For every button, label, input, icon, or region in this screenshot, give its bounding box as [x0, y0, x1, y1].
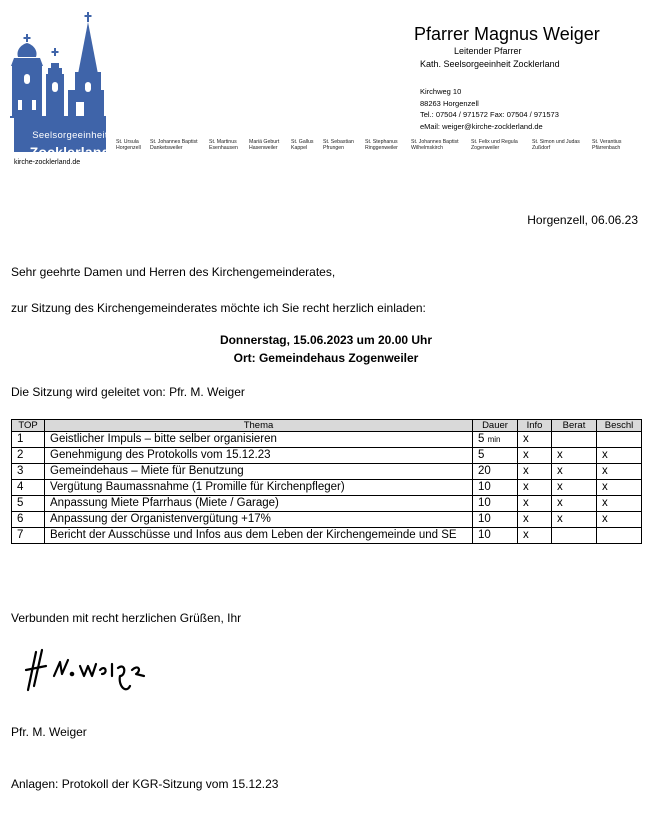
sender-role: Leitender Pfarrer — [454, 46, 522, 56]
letter-date: Horgenzell, 06.06.23 — [527, 213, 638, 227]
col-header-top: TOP — [12, 420, 45, 432]
parish-entry — [365, 139, 398, 151]
parish-church: St. Sebastian — [323, 139, 354, 145]
agenda-dauer: 10 — [473, 512, 518, 528]
parish-place: Horgenzell — [116, 145, 141, 152]
agenda-thema: Anpassung der Organistenvergütung +17% — [45, 512, 473, 528]
agenda-thema: Anpassung Miete Pfarrhaus (Miete / Garage) — [45, 496, 473, 512]
agenda-beschl: x — [597, 448, 642, 464]
agenda-info: x — [518, 480, 552, 496]
parish-entry — [532, 139, 580, 151]
agenda-beschl — [597, 432, 642, 448]
parish-church: Mariä Geburt — [249, 139, 280, 145]
agenda-thema: Genehmigung des Protokolls vom 15.12.23 — [45, 448, 473, 464]
logo-wordmark-line2: Zocklerland — [29, 144, 111, 160]
event-datetime: Donnerstag, 15.06.2023 um 20.00 Uhr — [219, 333, 433, 347]
agenda-info: x — [518, 432, 552, 448]
sender-street: Kirchweg 10 — [420, 87, 462, 96]
parish-church: St. Verantius — [592, 139, 622, 145]
agenda-top: 1 — [12, 432, 45, 448]
parish-entry — [323, 139, 354, 151]
parish-logo — [10, 10, 111, 160]
parish-entry — [116, 139, 141, 151]
sender-city: 88263 Horgenzell — [420, 99, 479, 108]
parish-place: Esenhausen — [209, 145, 238, 152]
agenda-top: 3 — [12, 464, 45, 480]
invitation-text: zur Sitzung des Kirchengemeinderates möchte ich Sie recht herzlich einladen: — [11, 301, 426, 315]
sender-email[interactable]: eMail: weiger@kirche-zocklerland.de — [420, 122, 543, 131]
col-header-thema: Thema — [45, 420, 473, 432]
logo-wordmark-line1: Seelsorgeeinheit — [32, 130, 108, 141]
agenda-thema: Bericht der Ausschüsse und Infos aus dem Leben der Kirchengemeinde und SE — [45, 528, 473, 544]
agenda-dauer: 5 — [478, 433, 485, 445]
website-url[interactable]: kirche-zocklerland.de — [14, 159, 81, 166]
agenda-top: 2 — [12, 448, 45, 464]
agenda-dauer: 10 — [473, 496, 518, 512]
agenda-beschl: x — [597, 464, 642, 480]
parish-place: Kappel — [291, 145, 308, 152]
parish-entry — [592, 139, 621, 151]
agenda-berat: x — [552, 496, 597, 512]
parish-entry — [411, 139, 459, 151]
agenda-info: x — [518, 528, 552, 544]
parish-place: Pfrungen — [323, 145, 345, 152]
parish-place: Zußdorf — [532, 145, 551, 152]
agenda-info: x — [518, 512, 552, 528]
agenda-berat: x — [552, 480, 597, 496]
agenda-table — [11, 419, 642, 544]
parish-church: St. Martinus — [209, 139, 237, 145]
parish-church: St. Johannes Baptist — [411, 139, 459, 145]
attachments-line: Anlagen: Protokoll der KGR-Sitzung vom 15.12.23 — [11, 777, 279, 791]
agenda-top: 5 — [12, 496, 45, 512]
agenda-berat: x — [552, 448, 597, 464]
agenda-beschl: x — [597, 496, 642, 512]
agenda-row — [12, 496, 642, 512]
agenda-row — [12, 528, 642, 544]
agenda-dauer: 10 — [473, 480, 518, 496]
handwritten-signature — [22, 640, 150, 702]
signature-icon — [22, 640, 150, 702]
agenda-beschl — [597, 528, 642, 544]
parish-church: St. Stephanus — [365, 139, 398, 145]
agenda-dauer-cell — [473, 432, 518, 448]
agenda-header-row — [12, 420, 642, 432]
parish-entry — [209, 139, 238, 151]
col-header-beschl: Beschl — [597, 420, 642, 432]
agenda-berat: x — [552, 512, 597, 528]
event-location: Ort: Gemeindehaus Zogenweiler — [233, 351, 419, 365]
parish-place: Wilhelmskirch — [411, 145, 443, 152]
parish-place: Danketsweiler — [150, 145, 183, 152]
agenda-dauer: 10 — [473, 528, 518, 544]
parish-place: Ringgenweiler — [365, 145, 398, 152]
parish-entry — [291, 139, 314, 151]
agenda-beschl: x — [597, 512, 642, 528]
parish-place: Pfärrenbach — [592, 145, 621, 152]
sender-unit: Kath. Seelsorgeeinheit Zocklerland — [420, 59, 560, 69]
salutation: Sehr geehrte Damen und Herren des Kirchengemeinderates, — [11, 265, 336, 279]
col-header-berat: Berat — [552, 420, 597, 432]
parish-entry — [150, 139, 198, 151]
parish-entry — [249, 139, 279, 151]
col-header-info: Info — [518, 420, 552, 432]
parish-place: Zogenweiler — [471, 145, 500, 152]
agenda-berat: x — [552, 464, 597, 480]
parish-church: St. Simon und Judas — [532, 139, 580, 145]
sender-name: Pfarrer Magnus Weiger — [414, 24, 600, 44]
agenda-top: 4 — [12, 480, 45, 496]
agenda-row — [12, 512, 642, 528]
agenda-row — [12, 448, 642, 464]
parish-church: St. Gallus — [291, 139, 314, 145]
signer-name: Pfr. M. Weiger — [11, 725, 87, 739]
parish-place: Hasenweiler — [249, 145, 278, 152]
agenda-info: x — [518, 496, 552, 512]
parish-church: St. Johannes Baptist — [150, 139, 198, 145]
chair-line: Die Sitzung wird geleitet von: Pfr. M. Weiger — [11, 385, 245, 399]
agenda-berat — [552, 528, 597, 544]
col-header-dauer: Dauer — [473, 420, 518, 432]
agenda-info: x — [518, 464, 552, 480]
agenda-dauer: 5 — [473, 448, 518, 464]
agenda-row — [12, 464, 642, 480]
agenda-thema: Gemeindehaus – Miete für Benutzung — [45, 464, 473, 480]
agenda-top: 7 — [12, 528, 45, 544]
agenda-thema: Geistlicher Impuls – bitte selber organisieren — [45, 432, 473, 448]
agenda-beschl: x — [597, 480, 642, 496]
sender-phone: Tel.: 07504 / 971572 Fax: 07504 / 971573 — [420, 110, 559, 119]
agenda-row — [12, 432, 642, 448]
agenda-info: x — [518, 448, 552, 464]
agenda-berat — [552, 432, 597, 448]
agenda-thema: Vergütung Baumassnahme (1 Promille für Kirchenpfleger) — [45, 480, 473, 496]
agenda-dauer-unit: min — [487, 435, 501, 444]
parish-entry — [471, 139, 518, 151]
parish-church: St. Ursula — [116, 139, 139, 145]
agenda-dauer: 20 — [473, 464, 518, 480]
parish-church: St. Felix und Regula — [471, 139, 518, 145]
agenda-top: 6 — [12, 512, 45, 528]
closing-line: Verbunden mit recht herzlichen Grüßen, Ihr — [11, 611, 242, 625]
agenda-row — [12, 480, 642, 496]
